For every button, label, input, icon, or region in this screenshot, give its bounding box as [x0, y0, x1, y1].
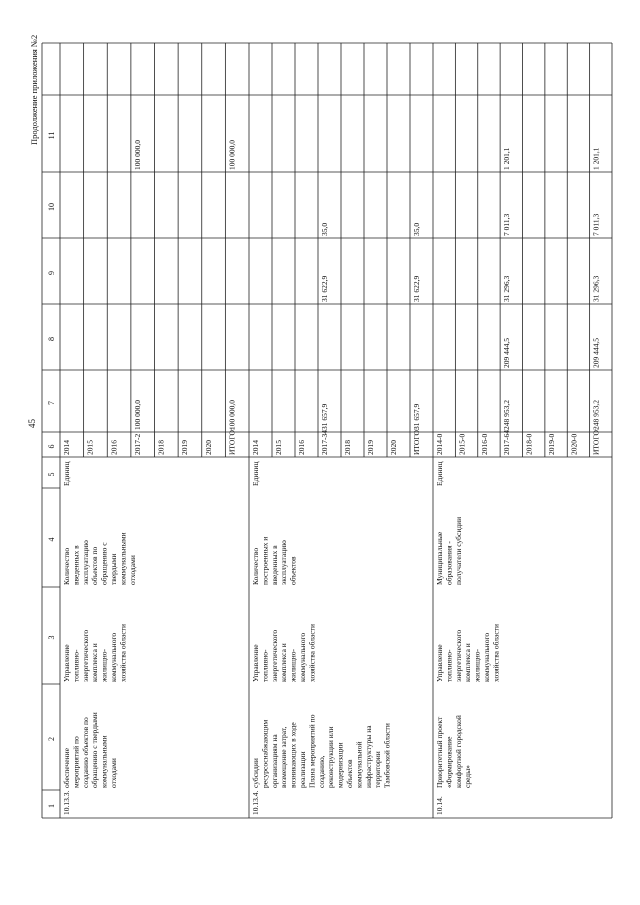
year-cell: 2015	[85, 440, 95, 455]
table-content	[47, 132, 601, 815]
amount-cell: 35,0	[412, 222, 421, 236]
indicator-line: эксплуатацию	[80, 540, 90, 585]
amount-cell: 31 657,9	[412, 403, 421, 430]
description-line: коммунальными	[99, 735, 109, 788]
year-cell: ИТОГО:	[591, 428, 601, 455]
description-line: созданию объектов по	[80, 717, 90, 788]
unit-label: Единиц	[251, 461, 260, 486]
indicator-line: введенных в	[269, 545, 279, 585]
year-cell: 2017-64	[502, 430, 512, 455]
executor-line: жилищно-	[288, 649, 298, 682]
year-cell: 2019	[180, 440, 190, 455]
description-line: субсидии	[251, 758, 260, 788]
indicator-line: получатели субсидии	[453, 516, 463, 585]
column-number: 5	[47, 472, 56, 477]
indicator-line: Количество	[251, 547, 260, 585]
indicator-line: введенных в	[71, 545, 81, 585]
amount-cell: 31 622,9	[412, 275, 421, 302]
description-line: ресурсоснабжающим	[260, 719, 270, 788]
description-line: среды»	[463, 765, 473, 788]
amount-cell: 7 011,3	[502, 213, 512, 236]
executor-line: Управление	[62, 644, 71, 682]
item-number: 10.13.4.	[251, 790, 260, 815]
column-number: 9	[47, 271, 56, 275]
description-line: реконструкции или	[326, 726, 336, 788]
description-line: коммунальной	[354, 741, 364, 788]
year-cell: 2020	[389, 440, 398, 455]
column-number: 7	[47, 401, 56, 405]
unit-label: Единиц	[62, 461, 71, 486]
amount-cell: 35,0	[320, 222, 329, 236]
year-cell: 2019	[366, 440, 375, 455]
year-cell: 2014	[62, 440, 71, 455]
amount-cell: 100 000,0	[132, 140, 142, 170]
item-number: 10.14.	[435, 796, 444, 815]
description-line: созданию,	[316, 755, 326, 788]
amount-cell: 1 201,1	[591, 147, 601, 170]
year-cell: ИТОГО:	[227, 428, 237, 455]
item-number: 10.13.3.	[62, 790, 71, 815]
page-number: 45	[27, 419, 37, 428]
executor-line: хозяйства области	[118, 624, 128, 682]
executor-line: хозяйства области	[491, 624, 501, 682]
amount-cell: 31 296,3	[591, 275, 601, 302]
executor-line: энергетического	[453, 629, 463, 682]
executor-line: топливно-	[260, 649, 270, 682]
description-line: «Формирование	[444, 736, 454, 788]
description-line: организациям на	[269, 734, 279, 788]
year-cell: 2020-0	[569, 433, 579, 455]
column-number: 11	[47, 131, 56, 140]
amount-cell: 31 657,9	[320, 403, 329, 430]
description-line: объектов	[345, 759, 354, 788]
executor-line: комплекса и	[90, 643, 100, 682]
amount-cell: 31 296,3	[502, 275, 512, 302]
description-line: возникающих в ходе	[288, 722, 298, 788]
executor-line: топливно-	[71, 649, 81, 682]
year-cell: 2015	[274, 440, 283, 455]
amount-cell: 209 444,5	[591, 338, 601, 368]
executor-line: топливно-	[444, 649, 454, 682]
executor-line: коммунального	[298, 632, 307, 682]
indicator-line: образования -	[444, 541, 454, 585]
amount-cell: 31 622,9	[320, 275, 329, 302]
column-number: 4	[47, 537, 56, 542]
indicator-line: Количество	[62, 547, 71, 585]
executor-line: жилищно-	[99, 649, 109, 682]
year-cell: 2016	[297, 440, 306, 455]
executor-line: комплекса и	[279, 643, 289, 682]
description-line: возмещение затрат,	[279, 726, 289, 788]
year-cell: 2016	[109, 440, 119, 455]
amount-cell: 100 000,0	[132, 400, 142, 430]
year-cell: 2018	[156, 440, 166, 455]
year-cell: 2018	[343, 440, 352, 455]
description-line: Плана мероприятий по	[307, 714, 317, 788]
amount-cell: 1 201,1	[502, 147, 512, 170]
amount-cell: 209 444,5	[502, 338, 512, 368]
column-number: 1	[47, 804, 56, 808]
year-cell: 2014-0	[435, 433, 444, 455]
amount-cell: 100 000,0	[227, 140, 237, 170]
executor-line: энергетического	[269, 629, 279, 682]
executor-line: энергетического	[80, 629, 90, 682]
year-cell: 2018-0	[524, 433, 534, 455]
year-cell: 2016-0	[479, 433, 489, 455]
column-number: 10	[47, 203, 56, 211]
year-cell: 2020	[203, 440, 213, 455]
year-cell: ИТОГО:	[412, 428, 421, 455]
amount-cell: 100 000,0	[227, 400, 237, 430]
year-cell: 2019-0	[546, 433, 556, 455]
executor-line: коммунального	[482, 632, 491, 682]
unit-label: Единиц	[435, 461, 444, 486]
description-line: комфортной городской	[453, 715, 463, 788]
executor-line: хозяйства области	[307, 624, 317, 682]
executor-line: Управление	[435, 644, 444, 682]
description-line: Приоритетный проект	[435, 716, 444, 788]
description-line: модернизации	[335, 742, 345, 788]
executor-line: комплекса и	[463, 643, 473, 682]
indicator-line: Муниципальные	[435, 531, 444, 585]
executor-line: коммунального	[109, 632, 118, 682]
description-line: обеспечение	[62, 748, 71, 788]
description-line: территории	[373, 751, 383, 788]
indicator-line: построенных и	[260, 536, 270, 585]
amount-cell: 7 011,3	[591, 213, 601, 236]
executor-line: Управление	[251, 644, 260, 682]
column-number: 6	[47, 444, 56, 449]
description-line: Тамбовской области	[382, 723, 392, 788]
year-cell: 2014	[251, 440, 260, 455]
description-line: отходами	[109, 758, 118, 788]
indicator-line: обращению с	[99, 542, 109, 585]
description-line: инфраструктуры на	[363, 725, 373, 788]
indicator-line: твердыми	[109, 553, 118, 585]
continuation-caption: Продолжение приложения №2	[29, 34, 39, 145]
amount-cell: 248 953,2	[502, 400, 512, 430]
description-line: мероприятий по	[71, 736, 81, 788]
amount-cell: 248 953,2	[591, 400, 601, 430]
description-line: обращению с твердыми	[90, 712, 100, 788]
column-number: 8	[47, 337, 56, 341]
indicator-line: коммунальными	[118, 532, 128, 585]
year-cell: 2017-34	[320, 430, 329, 455]
indicator-line: эксплуатацию	[279, 540, 289, 585]
column-number: 2	[47, 737, 56, 741]
indicator-line: отходами	[127, 555, 137, 585]
year-cell: 2017-2	[132, 433, 142, 455]
description-line: реализации	[298, 751, 307, 788]
indicator-line: объектов по	[90, 546, 100, 585]
year-cell: 2015-0	[457, 433, 467, 455]
indicator-line: объектов	[288, 556, 298, 585]
column-number: 3	[47, 635, 56, 640]
executor-line: жилищно-	[472, 649, 482, 682]
